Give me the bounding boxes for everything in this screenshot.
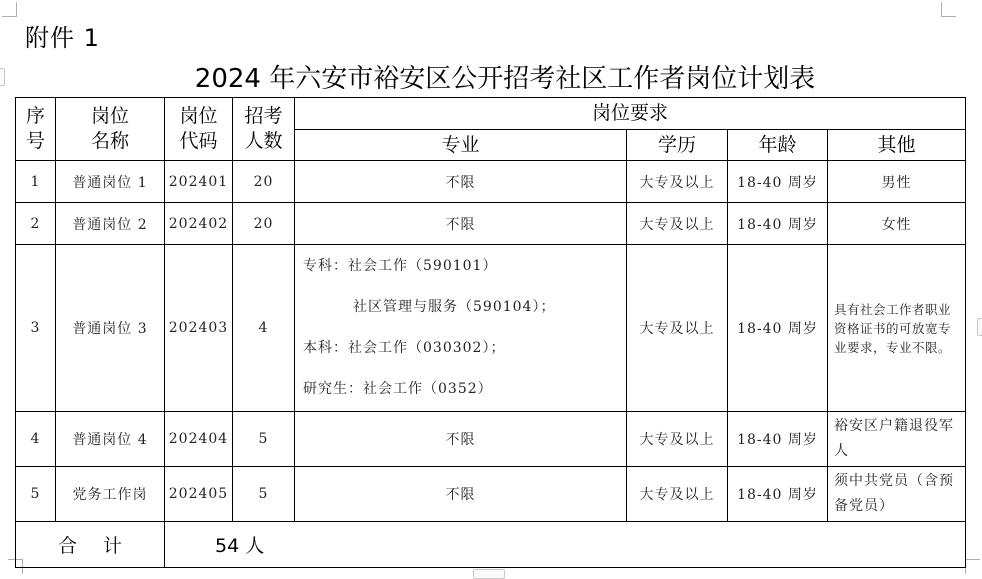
attachment-label: 附件 1 [25,24,100,52]
header-requirements: 岗位要求 [295,98,966,130]
header-education: 学历 [627,130,728,161]
page-corner-mark [941,2,956,17]
header-major: 专业 [295,130,627,161]
table-row: 1 普通岗位 1 202401 20 不限 大专及以上 18-40 周岁 男性 [16,161,966,203]
total-value: 54 人 [165,522,966,568]
header-position-name: 岗位 名称 [56,98,165,161]
header-hire-count: 招考 人数 [233,98,295,161]
header-other: 其他 [828,130,966,161]
document-title: 2024 年六安市裕安区公开招考社区工作者岗位计划表 [194,64,816,94]
table-row: 3 普通岗位 3 202403 4 专科：社会工作（590101） 社区管理与服务（590104）； 本科：社会工作（030302）； 研究生：社会工作（0352） 大专及以上 18-40 周岁 具有社会工作者职业资格证书的可放宽专业要求，专业不限。 [16,245,966,412]
total-row [16,522,966,568]
page-corner-mark [965,559,980,574]
page-corner-mark [2,2,17,17]
total-label: 合计 [16,522,165,568]
table-row: 4 普通岗位 4 202404 5 不限 大专及以上 18-40 周岁 裕安区户籍退役军人 [16,412,966,467]
header-position-code: 岗位 代码 [165,98,233,161]
table-row: 5 党务工作岗 202405 5 不限 大专及以上 18-40 周岁 须中共党员（含预备党员） [16,467,966,522]
major-requirement-list: 专科：社会工作（590101） 社区管理与服务（590104）； 本科：社会工作（030302）； 研究生：社会工作（0352） [295,245,627,412]
resize-handle[interactable] [977,318,982,336]
header-age: 年龄 [728,130,828,161]
header-index: 序 号 [16,98,56,161]
table-row: 2 普通岗位 2 202402 20 不限 大专及以上 18-40 周岁 女性 [16,203,966,245]
resize-handle[interactable] [473,569,505,579]
position-plan-table [15,97,966,568]
